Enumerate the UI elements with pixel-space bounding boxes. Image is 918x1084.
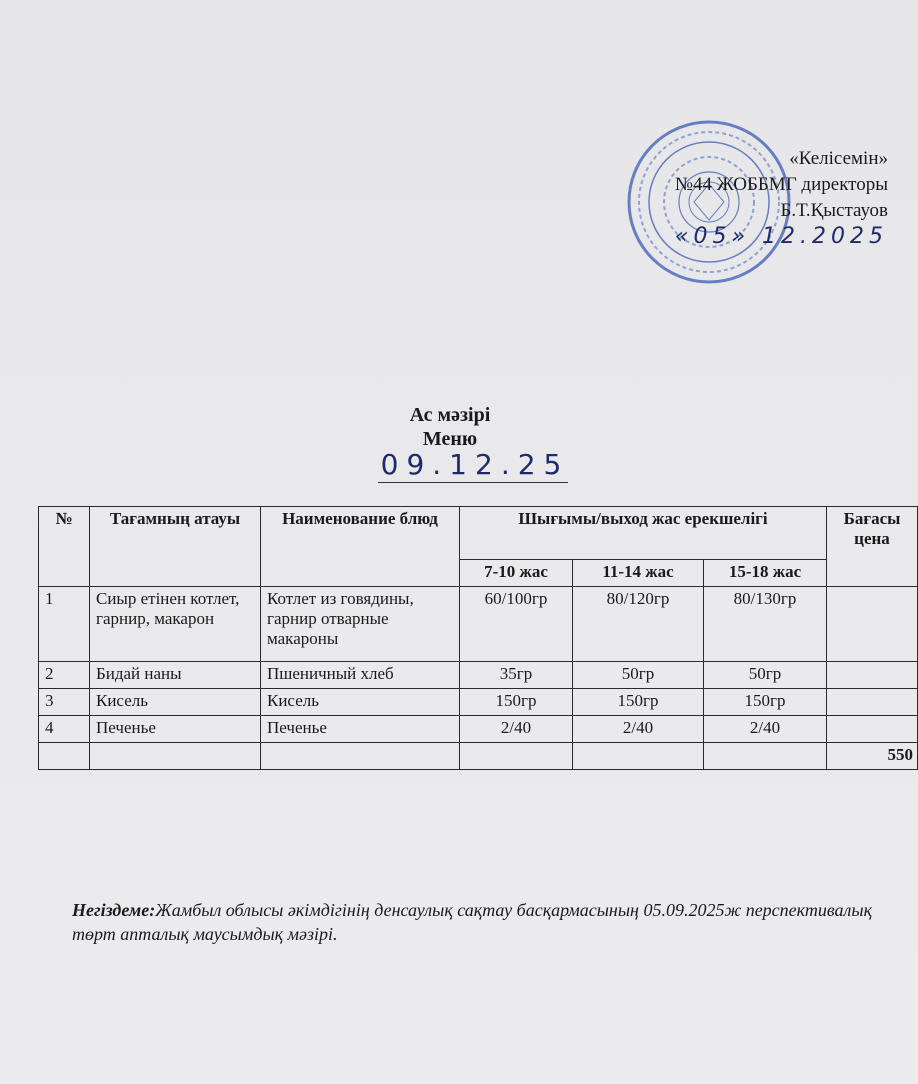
cell-age-11-14: 150гр: [573, 689, 704, 716]
cell-no: 2: [39, 662, 90, 689]
cell-empty: [261, 743, 460, 770]
cell-empty: [460, 743, 573, 770]
cell-price: [827, 689, 918, 716]
header-no: №: [39, 507, 90, 587]
cell-price: [827, 716, 918, 743]
header-age-7-10: 7-10 жас: [460, 560, 573, 587]
basis-text: Жамбыл облысы әкімдігінің денсаулық сақтау басқармасының 05.09.2025ж перспективалық төрт апталық маусымдық мәзірі.: [72, 900, 872, 944]
cell-empty: [573, 743, 704, 770]
date-underline: [378, 482, 568, 483]
approval-title: «Келісемін»: [789, 148, 888, 169]
cell-age-15-18: 150гр: [704, 689, 827, 716]
cell-age-11-14: 80/120гр: [573, 587, 704, 662]
title-kz: Ас мәзірі: [409, 404, 491, 426]
total-price: 550: [827, 743, 918, 770]
cell-age-15-18: 80/130гр: [704, 587, 827, 662]
header-output: Шығымы/выход жас ерекшелігі: [460, 507, 827, 560]
cell-name-kz: Сиыр етінен котлет, гарнир, макарон: [90, 587, 261, 662]
cell-name-kz: Бидай наны: [90, 662, 261, 689]
cell-no: 1: [39, 587, 90, 662]
header-age-15-18: 15-18 жас: [704, 560, 827, 587]
header-price: Бағасы цена: [827, 507, 918, 587]
table-total-row: [39, 743, 918, 770]
cell-age-7-10: 150гр: [460, 689, 573, 716]
cell-empty: [704, 743, 827, 770]
cell-empty: [90, 743, 261, 770]
cell-no: 3: [39, 689, 90, 716]
table-header-row: [39, 507, 918, 560]
cell-age-15-18: 2/40: [704, 716, 827, 743]
approval-block: [588, 146, 888, 250]
cell-name-kz: Кисель: [90, 689, 261, 716]
cell-name-ru: Печенье: [261, 716, 460, 743]
cell-name-kz: Печенье: [90, 716, 261, 743]
cell-age-11-14: 50гр: [573, 662, 704, 689]
approval-position: №44 ЖОББМГ директоры: [674, 174, 888, 195]
cell-age-15-18: 50гр: [704, 662, 827, 689]
cell-no: 4: [39, 716, 90, 743]
menu-date: 09.12.25: [380, 448, 570, 481]
cell-age-7-10: 35гр: [460, 662, 573, 689]
table-row: [39, 716, 918, 743]
cell-name-ru: Котлет из говядины, гарнир отварные макароны: [261, 587, 460, 662]
basis-label: Негіздеме:: [72, 900, 156, 920]
approval-signer: Б.Т.Қыстауов: [780, 200, 888, 221]
header-name-kz: Тағамның атауы: [90, 507, 261, 587]
cell-age-7-10: 2/40: [460, 716, 573, 743]
cell-age-7-10: 60/100гр: [460, 587, 573, 662]
cell-empty: [39, 743, 90, 770]
header-name-ru: Наименование блюд: [261, 507, 460, 587]
cell-age-11-14: 2/40: [573, 716, 704, 743]
table-row: [39, 587, 918, 662]
table-row: [39, 662, 918, 689]
cell-name-ru: Кисель: [261, 689, 460, 716]
basis-note: [72, 898, 872, 946]
approval-date: «05» 12.2025: [674, 224, 888, 249]
table-row: [39, 689, 918, 716]
menu-table: [38, 506, 918, 770]
title-ru: Меню: [422, 428, 478, 450]
cell-price: [827, 587, 918, 662]
header-age-11-14: 11-14 жас: [573, 560, 704, 587]
cell-price: [827, 662, 918, 689]
cell-name-ru: Пшеничный хлеб: [261, 662, 460, 689]
